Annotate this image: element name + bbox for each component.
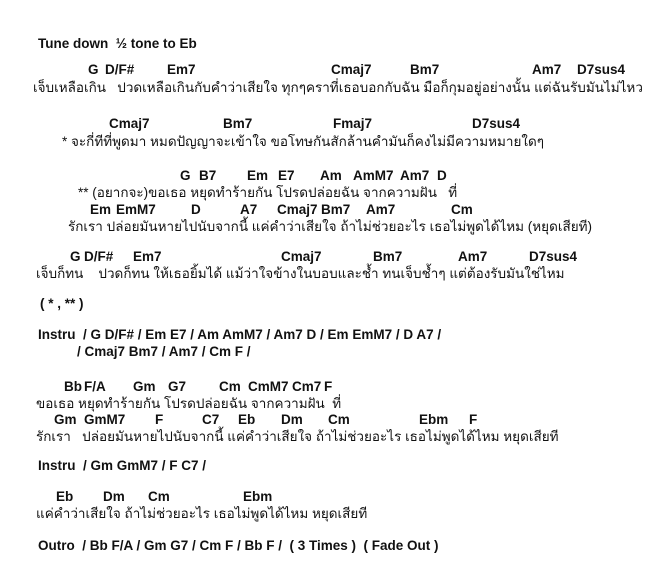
chord: Em xyxy=(247,168,269,183)
lyric-text: เจ็บก็ทน ปวดก็ทน ให้เธอยิ้มได้ แม้ว่าใจข้างในบอบและช้ำ ทนเจ็บช้ำๆ แต่ต้องรับมันใช่ไหม xyxy=(36,266,565,281)
chord-line xyxy=(0,62,670,78)
chord: A7 xyxy=(240,202,258,217)
chord: F/A xyxy=(84,379,106,394)
chord-line xyxy=(0,379,670,395)
chord: Bm7 xyxy=(223,116,253,131)
section-label-text: / Cmaj7 Bm7 / Am7 / Cm F / xyxy=(77,344,251,359)
lyric-text: ขอเธอ หยุดทำร้ายกัน โปรดปล่อยฉัน จากความฝัน ที่ xyxy=(36,396,342,411)
chord: D7sus4 xyxy=(577,62,626,77)
chord: Cmaj7 xyxy=(331,62,372,77)
chord: G xyxy=(70,249,81,264)
lyric-text: แค่คำว่าเสียใจ ถ้าไม่ช่วยอะไร เธอไม่พูดได้ไหม หยุดเสียที xyxy=(36,506,368,521)
chord: Gm xyxy=(133,379,156,394)
chord: Ebm xyxy=(419,412,449,427)
chord-line xyxy=(0,249,670,265)
chord: Cm xyxy=(219,379,241,394)
chord-line xyxy=(0,202,670,218)
chord: AmM7 xyxy=(353,168,394,183)
chord: F xyxy=(155,412,164,427)
chord: D7sus4 xyxy=(472,116,521,131)
chord: Ebm xyxy=(243,489,273,504)
chord: Bm7 xyxy=(321,202,351,217)
chord: D/F# xyxy=(84,249,114,264)
chord: Dm xyxy=(281,412,303,427)
chord: B7 xyxy=(199,168,217,183)
chord: Am7 xyxy=(458,249,488,264)
chord: Em7 xyxy=(167,62,196,77)
lyric-text: รักเรา ปล่อยมันหายไปนับจากนี้ แค่คำว่าเสียใจ ถ้าไม่ช่วยอะไร เธอไม่พูดได้ไหม หยุดเสียที xyxy=(36,429,559,444)
chord: EmM7 xyxy=(116,202,156,217)
chord: Fmaj7 xyxy=(333,116,373,131)
chord: Eb xyxy=(56,489,74,504)
lyric-text: รักเรา ปล่อยมันหายไปนับจากนี้ แค่คำว่าเสียใจ ถ้าไม่ช่วยอะไร เธอไม่พูดได้ไหม (หยุดเสียที) xyxy=(68,219,593,234)
chord: Am7 xyxy=(532,62,562,77)
chord-line xyxy=(0,116,670,132)
chord: C7 xyxy=(202,412,220,427)
chord: Cm xyxy=(451,202,473,217)
chord: Am7 xyxy=(400,168,430,183)
section-label-text: Outro / Bb F/A / Gm G7 / Cm F / Bb F / ( 3 Times ) ( Fade Out ) xyxy=(38,538,439,553)
chord: G7 xyxy=(168,379,187,394)
section-label-text: Instru / Gm GmM7 / F C7 / xyxy=(38,458,207,473)
chord: D xyxy=(437,168,447,183)
chord: G xyxy=(88,62,99,77)
chord: Cmaj7 xyxy=(109,116,150,131)
tuning-note: Tune down ½ tone to Eb xyxy=(38,36,197,51)
chord: Cm xyxy=(328,412,350,427)
chord: E7 xyxy=(278,168,295,183)
chord: GmM7 xyxy=(84,412,126,427)
lyric-text: ** (อยากจะ)ขอเธอ หยุดทำร้ายกัน โปรดปล่อยฉัน จากความฝัน ที่ xyxy=(78,185,458,200)
chord: D7sus4 xyxy=(529,249,578,264)
chord: Bb xyxy=(64,379,82,394)
chord: Bm7 xyxy=(373,249,403,264)
lyric-text: * จะกี่ทีที่พูดมา หมดปัญญาจะเข้าใจ ขอโทษกันสักล้านคำมันก็คงไม่มีความหมายใดๆ xyxy=(62,134,544,149)
chord-line xyxy=(0,489,670,505)
chord: F xyxy=(324,379,333,394)
chord: D/F# xyxy=(105,62,135,77)
chord: D xyxy=(191,202,201,217)
chord: F xyxy=(469,412,478,427)
chord: Dm xyxy=(103,489,125,504)
chord: Cmaj7 xyxy=(281,249,322,264)
chord: G xyxy=(180,168,191,183)
chord: Cm xyxy=(148,489,170,504)
chord: Em xyxy=(90,202,112,217)
chord: Cmaj7 xyxy=(277,202,318,217)
chord: Gm xyxy=(54,412,77,427)
chord: Bm7 xyxy=(410,62,440,77)
chord: CmM7 xyxy=(248,379,289,394)
chord: Cm7 xyxy=(292,379,322,394)
chord: Am7 xyxy=(366,202,396,217)
chord-line xyxy=(0,412,670,428)
section-label-text: Instru / G D/F# / Em E7 / Am AmM7 / Am7 D / Em EmM7 / D A7 / xyxy=(38,327,442,342)
section-label-text: ( * , ** ) xyxy=(40,296,84,311)
chord: Eb xyxy=(238,412,256,427)
lyric-text: เจ็บเหลือเกิน ปวดเหลือเกินกับคำว่าเสียใจ ทุกๆคราที่เธอบอกกับฉัน มือก็กุมอยู่อย่างนั้น แต่ฉันรับมันไม่ไหว xyxy=(33,80,643,95)
chord-line xyxy=(0,168,670,184)
chord: Am xyxy=(320,168,342,183)
chord: Em7 xyxy=(133,249,162,264)
